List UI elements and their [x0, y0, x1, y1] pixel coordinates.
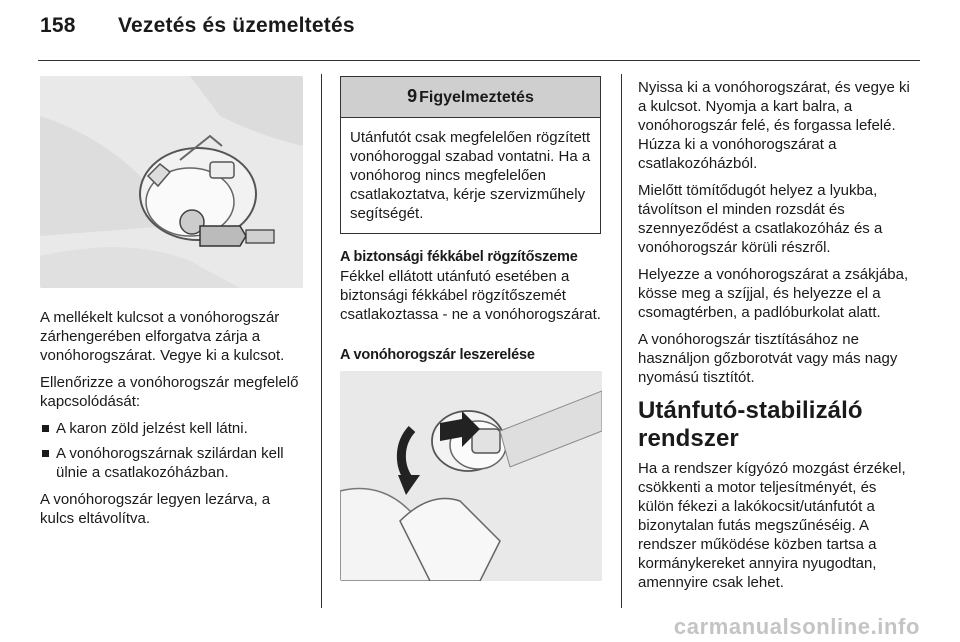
lock-instruction: A mellékelt kulcsot a vonóhorogszár zárhengerében elforgatva zárja a vonóhorogszárat. Vegye ki a kulcsot.	[40, 309, 285, 364]
list-item: A vonóhorogszárnak szilárdan kell ülnie a csatlakozóházban.	[40, 444, 304, 482]
tow-bar-removal-figure	[340, 371, 602, 581]
tow-hitch-lock-illustration-icon	[40, 76, 303, 288]
section-title-removal: A vonóhorogszár leszerelése	[340, 347, 535, 363]
middle-column	[340, 76, 602, 581]
column-divider-right	[621, 74, 622, 608]
warning-box	[340, 76, 601, 234]
site-watermark: carmanualsonline.info	[673, 614, 920, 639]
stabilizer-text: Ha a rendszer kígyózó mozgást érzékel, csökkenti a motor teljesítményét, és külön fékezi a lakókocsit/utánfutót a bizonytalan futás megszűnéséig. A rendszer működése közben tartsa a kormánykereket annyira nyugodtan, amennyire csak lehet.	[638, 460, 906, 591]
check-list	[40, 419, 304, 482]
page-number: 158	[40, 14, 76, 37]
warning-header	[341, 77, 600, 118]
header-divider	[38, 60, 920, 61]
right-column	[638, 78, 910, 600]
warning-title: Figyelmeztetés	[419, 89, 534, 106]
tow-hitch-lock-figure	[40, 76, 303, 288]
check-intro: Ellenőrizze a vonóhorogszár megfelelő kapcsolódását:	[40, 374, 299, 410]
cleaning-before-plug: Mielőtt tömítődugót helyez a lyukba, távolítson el minden rozsdát és szennyeződést a csatlakozóház és a vonóhorogszár körüli részről.	[638, 182, 883, 256]
chapter-title: Vezetés és üzemeltetés	[118, 14, 355, 37]
hand-removing-tow-bar-illustration-icon	[340, 371, 602, 581]
warning-text: Utánfutót csak megfelelően rögzített vonóhoroggal szabad vontatni. Ha a vonóhorog nincs megfelelően csatlakoztatva, kérje szervizműhely segítségét.	[350, 129, 591, 222]
cleaning-warning: A vonóhorogszár tisztításához ne használjon gőzborotvát vagy más nagy nyomású tisztítót.	[638, 331, 898, 386]
removal-steps: Nyissa ki a vonóhorogszárat, és vegye ki a kulcsot. Nyomja a kart balra, a vonóhorogszár felé, és forgassa lefelé. Húzza ki a vonóhorogszárat a csatlakozóházból.	[638, 79, 910, 172]
section-heading-stabilizer: Utánfutó-stabilizáló rendszer	[638, 397, 863, 452]
left-column	[40, 76, 304, 536]
locked-note: A vonóhorogszár legyen lezárva, a kulcs eltávolítva.	[40, 491, 271, 527]
column-divider-left	[321, 74, 322, 608]
section-title-brake-cable: A biztonsági fékkábel rögzítőszeme	[340, 249, 578, 265]
warning-triangle-icon: 9	[407, 86, 418, 106]
brake-cable-text: Fékkel ellátott utánfutó esetében a biztonsági fékkábel rögzítőszemét csatlakoztassa - ne a vonóhorogszárat.	[340, 268, 601, 323]
storage-instruction: Helyezze a vonóhorogszárat a zsákjába, kösse meg a szíjjal, és helyezze el a csomagtérben, a padlóburkolat alatt.	[638, 266, 909, 321]
list-item: A karon zöld jelzést kell látni.	[40, 419, 304, 438]
